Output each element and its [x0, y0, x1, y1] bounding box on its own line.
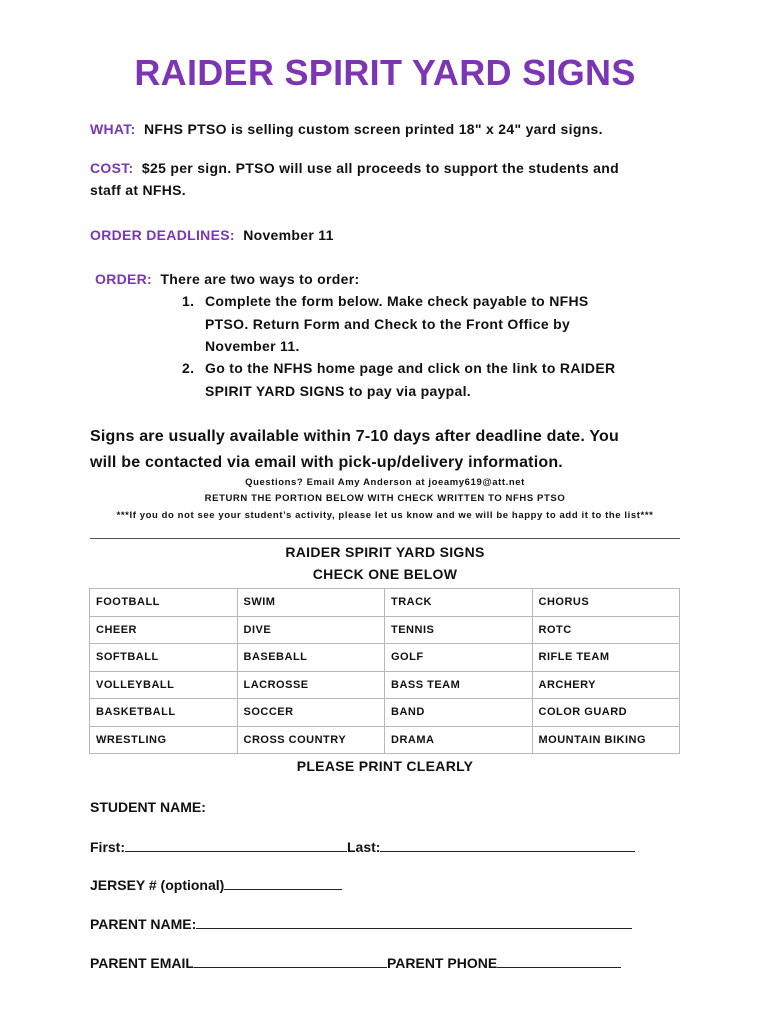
return-note: RETURN THE PORTION BELOW WITH CHECK WRITTEN TO NFHS PTSO: [204, 493, 566, 504]
activity-option[interactable]: LACROSSE: [237, 671, 385, 699]
activity-option[interactable]: DIVE: [237, 616, 385, 644]
student-name-row: [90, 839, 635, 855]
activity-option[interactable]: BASEBALL: [237, 644, 385, 672]
order-option-line: Go to the NFHS home page and click on the link to RAIDER: [205, 360, 616, 376]
parent-name-field[interactable]: [196, 916, 632, 929]
order-line: [95, 271, 359, 287]
activity-option[interactable]: MOUNTAIN BIKING: [532, 726, 680, 754]
activity-option[interactable]: CHORUS: [532, 589, 680, 617]
activity-option[interactable]: COLOR GUARD: [532, 699, 680, 727]
jersey-row: [90, 877, 342, 893]
cost-line-2: staff at NFHS.: [90, 182, 186, 198]
order-label: ORDER:: [95, 271, 153, 287]
availability-line-1: Signs are usually available within 7-10 days after deadline date. You: [90, 428, 619, 445]
jersey-label: JERSEY # (optional): [90, 877, 225, 893]
deadline-label: ORDER DEADLINES:: [90, 227, 235, 243]
activity-option[interactable]: BAND: [385, 699, 533, 727]
student-name-heading: STUDENT NAME:: [90, 799, 206, 815]
activity-option[interactable]: ARCHERY: [532, 671, 680, 699]
deadline-text: November 11: [243, 227, 334, 243]
activity-table: [89, 588, 680, 754]
order-option-number: 1.: [182, 293, 195, 309]
page-title: RAIDER SPIRIT YARD SIGNS: [134, 52, 636, 93]
activity-option[interactable]: SWIM: [237, 589, 385, 617]
questions-note: Questions? Email Amy Anderson at joeamy619@att.net: [245, 477, 525, 488]
print-clearly-note: PLEASE PRINT CLEARLY: [296, 758, 474, 774]
what-label: WHAT:: [90, 121, 136, 137]
parent-email-label: PARENT EMAIL: [90, 955, 194, 971]
activity-option[interactable]: CHEER: [90, 616, 238, 644]
order-option-1: [182, 290, 662, 358]
cost-text: $25 per sign. PTSO will use all proceeds to support the students and: [141, 160, 619, 176]
activity-option[interactable]: GOLF: [385, 644, 533, 672]
what-line: [90, 121, 603, 137]
activity-option[interactable]: FOOTBALL: [90, 589, 238, 617]
first-name-label: First:: [90, 839, 125, 855]
parent-name-row: [90, 916, 632, 932]
order-option-line: SPIRIT YARD SIGNS to pay via paypal.: [205, 382, 471, 399]
last-name-field[interactable]: [380, 839, 635, 852]
form-subtitle: CHECK ONE BELOW: [312, 566, 458, 582]
activity-option[interactable]: RIFLE TEAM: [532, 644, 680, 672]
parent-phone-label: PARENT PHONE: [386, 955, 498, 971]
activity-option[interactable]: VOLLEYBALL: [90, 671, 238, 699]
order-option-number: 2.: [182, 360, 195, 376]
order-option-2: [182, 357, 662, 402]
first-name-field[interactable]: [125, 839, 347, 852]
activity-option[interactable]: DRAMA: [385, 726, 533, 754]
form-title: RAIDER SPIRIT YARD SIGNS: [285, 544, 485, 560]
activity-row: [90, 589, 680, 617]
parent-contact-row: [90, 955, 621, 971]
activity-option[interactable]: CROSS COUNTRY: [237, 726, 385, 754]
activity-option[interactable]: TENNIS: [385, 616, 533, 644]
activity-row: [90, 616, 680, 644]
activity-row: [90, 726, 680, 754]
deadline-line: [90, 227, 334, 243]
order-option-line: November 11.: [205, 338, 300, 354]
cost-line: [90, 160, 619, 176]
activity-option[interactable]: ROTC: [532, 616, 680, 644]
parent-name-label: PARENT NAME:: [90, 916, 197, 932]
activity-option[interactable]: SOCCER: [237, 699, 385, 727]
activity-row: [90, 671, 680, 699]
jersey-field[interactable]: [224, 877, 342, 890]
cost-label: COST:: [90, 160, 134, 176]
availability-line-2: will be contacted via email with pick-up/delivery information.: [90, 454, 563, 471]
parent-email-field[interactable]: [194, 955, 387, 968]
what-text: NFHS PTSO is selling custom screen printed 18" x 24" yard signs.: [143, 121, 603, 137]
activity-option[interactable]: WRESTLING: [90, 726, 238, 754]
order-intro: There are two ways to order:: [160, 271, 360, 287]
cut-line-divider: [90, 538, 680, 539]
activity-option[interactable]: TRACK: [385, 589, 533, 617]
activity-note: ***If you do not see your student’s activity, please let us know and we will be happy to add it to the list***: [116, 510, 654, 521]
activity-option[interactable]: SOFTBALL: [90, 644, 238, 672]
activity-row: [90, 644, 680, 672]
order-option-line: Complete the form below. Make check payable to NFHS: [205, 293, 589, 309]
activity-option[interactable]: BASKETBALL: [90, 699, 238, 727]
parent-phone-field[interactable]: [497, 955, 621, 968]
last-name-label: Last:: [347, 839, 381, 855]
activity-row: [90, 699, 680, 727]
activity-option[interactable]: BASS TEAM: [385, 671, 533, 699]
order-option-line: PTSO. Return Form and Check to the Front Office by: [205, 315, 571, 332]
